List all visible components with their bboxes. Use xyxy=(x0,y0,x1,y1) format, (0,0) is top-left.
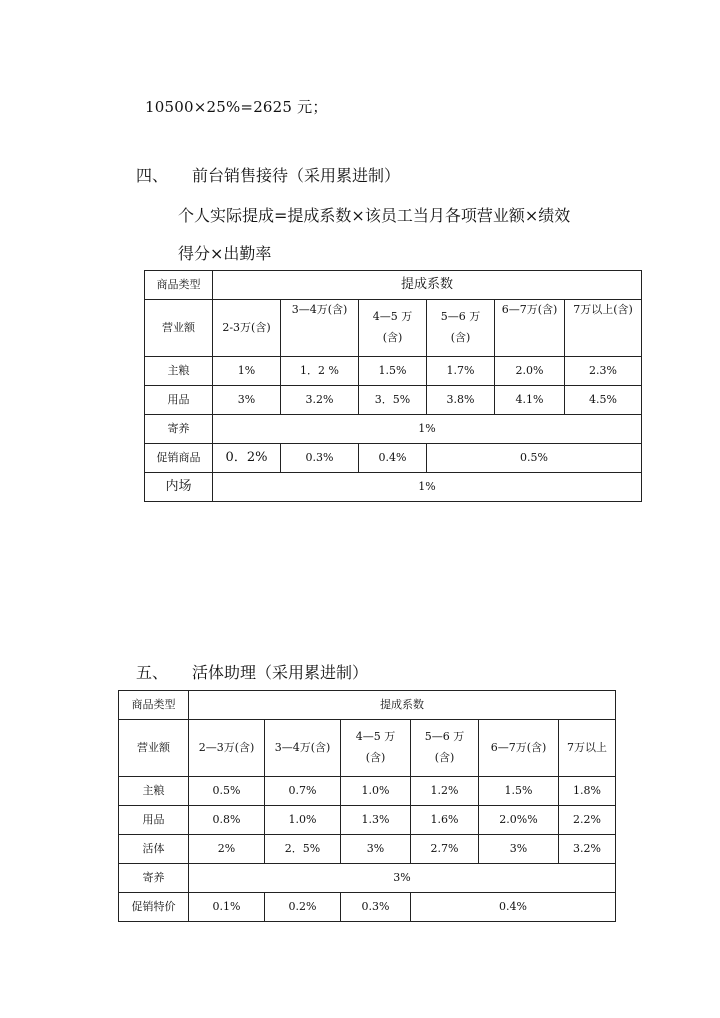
value-cell: 0.2% xyxy=(265,893,341,922)
section5-number: 五、 xyxy=(136,663,169,682)
value-cell: 3% xyxy=(479,835,559,864)
value-cell: 0.8% xyxy=(189,806,265,835)
tier-label: 6—7万(含) xyxy=(490,740,547,754)
section4-heading xyxy=(136,163,400,186)
merged-value-cell: 1% xyxy=(213,473,642,502)
tier-label: 2—3万(含) xyxy=(198,740,255,754)
section5-heading xyxy=(136,660,368,683)
tier-label: 5—6 万 xyxy=(440,310,481,324)
value-cell: 1．2 % xyxy=(281,357,359,386)
table-row xyxy=(145,473,642,502)
value-cell: 1.3% xyxy=(341,806,411,835)
intro-calculation-line: 10500×25%=2625 元； xyxy=(145,98,328,116)
value-cell: 3.2% xyxy=(281,386,359,415)
value-cell: 1.2% xyxy=(411,777,479,806)
row-label: 用品 xyxy=(119,806,189,835)
value-cell: 1.5% xyxy=(479,777,559,806)
row-label-revenue: 营业额 xyxy=(145,300,213,357)
section5-title: 活体助理（采用累进制） xyxy=(192,663,369,682)
table-row xyxy=(145,415,642,444)
table-row xyxy=(145,386,642,415)
value-cell: 3．5% xyxy=(359,386,427,415)
value-cell: 2.0% xyxy=(495,357,565,386)
value-cell: 4.1% xyxy=(495,386,565,415)
row-label: 促销商品 xyxy=(145,444,213,473)
value-cell: 0.4% xyxy=(359,444,427,473)
header-product-type: 商品类型 xyxy=(119,691,189,720)
value-cell: 1% xyxy=(213,357,281,386)
merged-value-cell: 3% xyxy=(189,864,616,893)
tier-cell xyxy=(213,300,281,357)
tier-cell xyxy=(265,720,341,777)
value-cell: 0.7% xyxy=(265,777,341,806)
tier-cell xyxy=(559,720,616,777)
tier-label: 3—4万(含) xyxy=(274,740,331,754)
row-label-revenue: 营业额 xyxy=(119,720,189,777)
row-label: 主粮 xyxy=(145,357,213,386)
tier-cell xyxy=(479,720,559,777)
header-commission-coefficient: 提成系数 xyxy=(189,691,616,720)
header-commission-coefficient: 提成系数 xyxy=(213,271,642,300)
merged-value-cell: 1% xyxy=(213,415,642,444)
header-product-type: 商品类型 xyxy=(145,271,213,300)
tier-cell xyxy=(565,300,642,357)
tier-label-suffix: (含) xyxy=(450,331,471,344)
tier-label-suffix: (含) xyxy=(382,331,403,344)
table-row xyxy=(145,444,642,473)
tier-label: 6—7万(含) xyxy=(501,303,558,316)
tier-label: 2-3万(含) xyxy=(222,320,271,334)
value-cell: 2% xyxy=(189,835,265,864)
row-label: 寄养 xyxy=(119,864,189,893)
section4-number: 四、 xyxy=(136,166,169,185)
value-cell: 0.3% xyxy=(341,893,411,922)
section4-formula-line1: 个人实际提成=提成系数×该员工当月各项营业额×绩效 xyxy=(178,206,571,225)
tier-cell xyxy=(341,720,411,777)
row-label: 内场 xyxy=(145,473,213,502)
section4-commission-table xyxy=(144,270,642,502)
table-row xyxy=(145,357,642,386)
value-cell: 2.3% xyxy=(565,357,642,386)
value-cell: 0.5% xyxy=(189,777,265,806)
row-label: 主粮 xyxy=(119,777,189,806)
tier-cell xyxy=(189,720,265,777)
value-cell: 0.1% xyxy=(189,893,265,922)
tier-cell xyxy=(359,300,427,357)
value-cell: 1.0% xyxy=(265,806,341,835)
tier-label-suffix: (含) xyxy=(365,751,386,764)
tier-label-suffix: (含) xyxy=(434,751,455,764)
value-cell: 1.5% xyxy=(359,357,427,386)
value-cell: 2．5% xyxy=(265,835,341,864)
value-cell: 3.8% xyxy=(427,386,495,415)
table-row xyxy=(119,806,616,835)
table-row xyxy=(119,777,616,806)
row-label: 寄养 xyxy=(145,415,213,444)
tier-cell xyxy=(411,720,479,777)
table-row xyxy=(119,864,616,893)
tier-label: 4—5 万 xyxy=(372,310,413,324)
tier-label: 3—4万(含) xyxy=(291,303,348,316)
row-label: 活体 xyxy=(119,835,189,864)
tier-cell xyxy=(495,300,565,357)
row-label: 促销特价 xyxy=(119,893,189,922)
tier-cell xyxy=(427,300,495,357)
merged-value-cell: 0.5% xyxy=(427,444,642,473)
section5-commission-table xyxy=(118,690,616,922)
value-cell: 0.3% xyxy=(281,444,359,473)
value-cell: 4.5% xyxy=(565,386,642,415)
table-row xyxy=(119,893,616,922)
table-row xyxy=(119,835,616,864)
row-label: 用品 xyxy=(145,386,213,415)
section4-formula-line2: 得分×出勤率 xyxy=(178,244,272,263)
value-cell: 1.7% xyxy=(427,357,495,386)
merged-value-cell: 0.4% xyxy=(411,893,616,922)
value-cell: 2.0%% xyxy=(479,806,559,835)
tier-cell xyxy=(281,300,359,357)
value-cell: 0．2% xyxy=(213,444,281,473)
value-cell: 3% xyxy=(341,835,411,864)
value-cell: 2.2% xyxy=(559,806,616,835)
value-cell: 3.2% xyxy=(559,835,616,864)
tier-label: 7万以上(含) xyxy=(573,303,633,316)
tier-label: 5—6 万 xyxy=(424,730,465,744)
value-cell: 3% xyxy=(213,386,281,415)
value-cell: 2.7% xyxy=(411,835,479,864)
value-cell: 1.0% xyxy=(341,777,411,806)
section4-title: 前台销售接待（采用累进制） xyxy=(192,166,401,185)
value-cell: 1.8% xyxy=(559,777,616,806)
value-cell: 1.6% xyxy=(411,806,479,835)
tier-label: 7万以上 xyxy=(567,740,607,754)
tier-label: 4—5 万 xyxy=(355,730,396,744)
